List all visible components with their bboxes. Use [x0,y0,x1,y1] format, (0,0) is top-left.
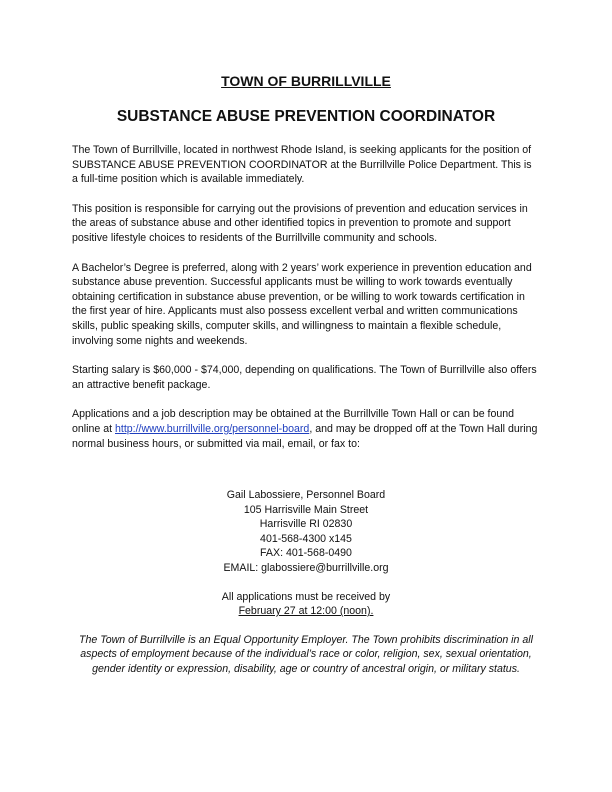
contact-phone: 401-568-4300 x145 [260,532,352,545]
deadline-date: February 27 at 12:00 (noon). [238,605,374,618]
qualifications-paragraph: A Bachelor’s Degree is preferred, along with 2 years’ work experience in prevention education and substance abuse prevention. Successful applicants must be willing to work towards eventually obtaining certification in substance abuse prevention, or be willing to work towards certification in the first year of hire. Applicants must also possess excellent verbal and written communications skills, public speaking skills, computer skills, and willingness to maintain a flexible schedule, involving some nights and weekends. [72,261,532,347]
town-heading: TOWN OF BURRILLVILLE [221,73,391,89]
equal-opportunity-statement: The Town of Burrillville is an Equal Opportunity Employer. The Town prohibits discrimination in all aspects of employment because of the individual’s race or color, religion, sex, sexual orientation, gender identity or expression, disability, age or country of ancestral origin, or military status. [79,633,533,676]
application-text-after: , and may be dropped off at the Town Hall during normal business hours, or submitted via mail, email, or fax to: [72,422,538,450]
contact-email: EMAIL: glabossiere@burrillville.org [223,562,389,575]
deadline-block [72,590,540,619]
responsibilities-paragraph: This position is responsible for carrying out the provisions of prevention and education services in the areas of substance abuse and other identified topics in prevention to promote and support positive lifestyle choices to residents of the Burrillville community and schools. [72,202,528,244]
application-paragraph [72,407,540,451]
salary-paragraph: Starting salary is $60,000 - $74,000, depending on qualifications. The Town of Burrillville also offers an attractive benefit package. [72,364,537,391]
position-title: SUBSTANCE ABUSE PREVENTION COORDINATOR [116,108,496,125]
contact-fax: FAX: 401-568-0490 [260,547,352,560]
contact-block [72,488,540,576]
document-page [72,72,540,677]
application-text-before: Applications and a job description may be obtained at the Burrillville Town Hall or can be found online at [72,408,515,435]
contact-street: 105 Harrisville Main Street [243,503,369,516]
intro-paragraph: The Town of Burrillville, located in northwest Rhode Island, is seeking applicants for the position of SUBSTANCE ABUSE PREVENTION COORDINATOR at the Burrillville Police Department. This is a full-time position which is available immediately. [72,144,532,186]
contact-city: Harrisville RI 02830 [259,518,353,531]
contact-name: Gail Labossiere, Personnel Board [226,489,386,502]
deadline-text: All applications must be received by [221,590,391,603]
personnel-board-link[interactable]: http://www.burrillville.org/personnel-board [115,422,310,435]
